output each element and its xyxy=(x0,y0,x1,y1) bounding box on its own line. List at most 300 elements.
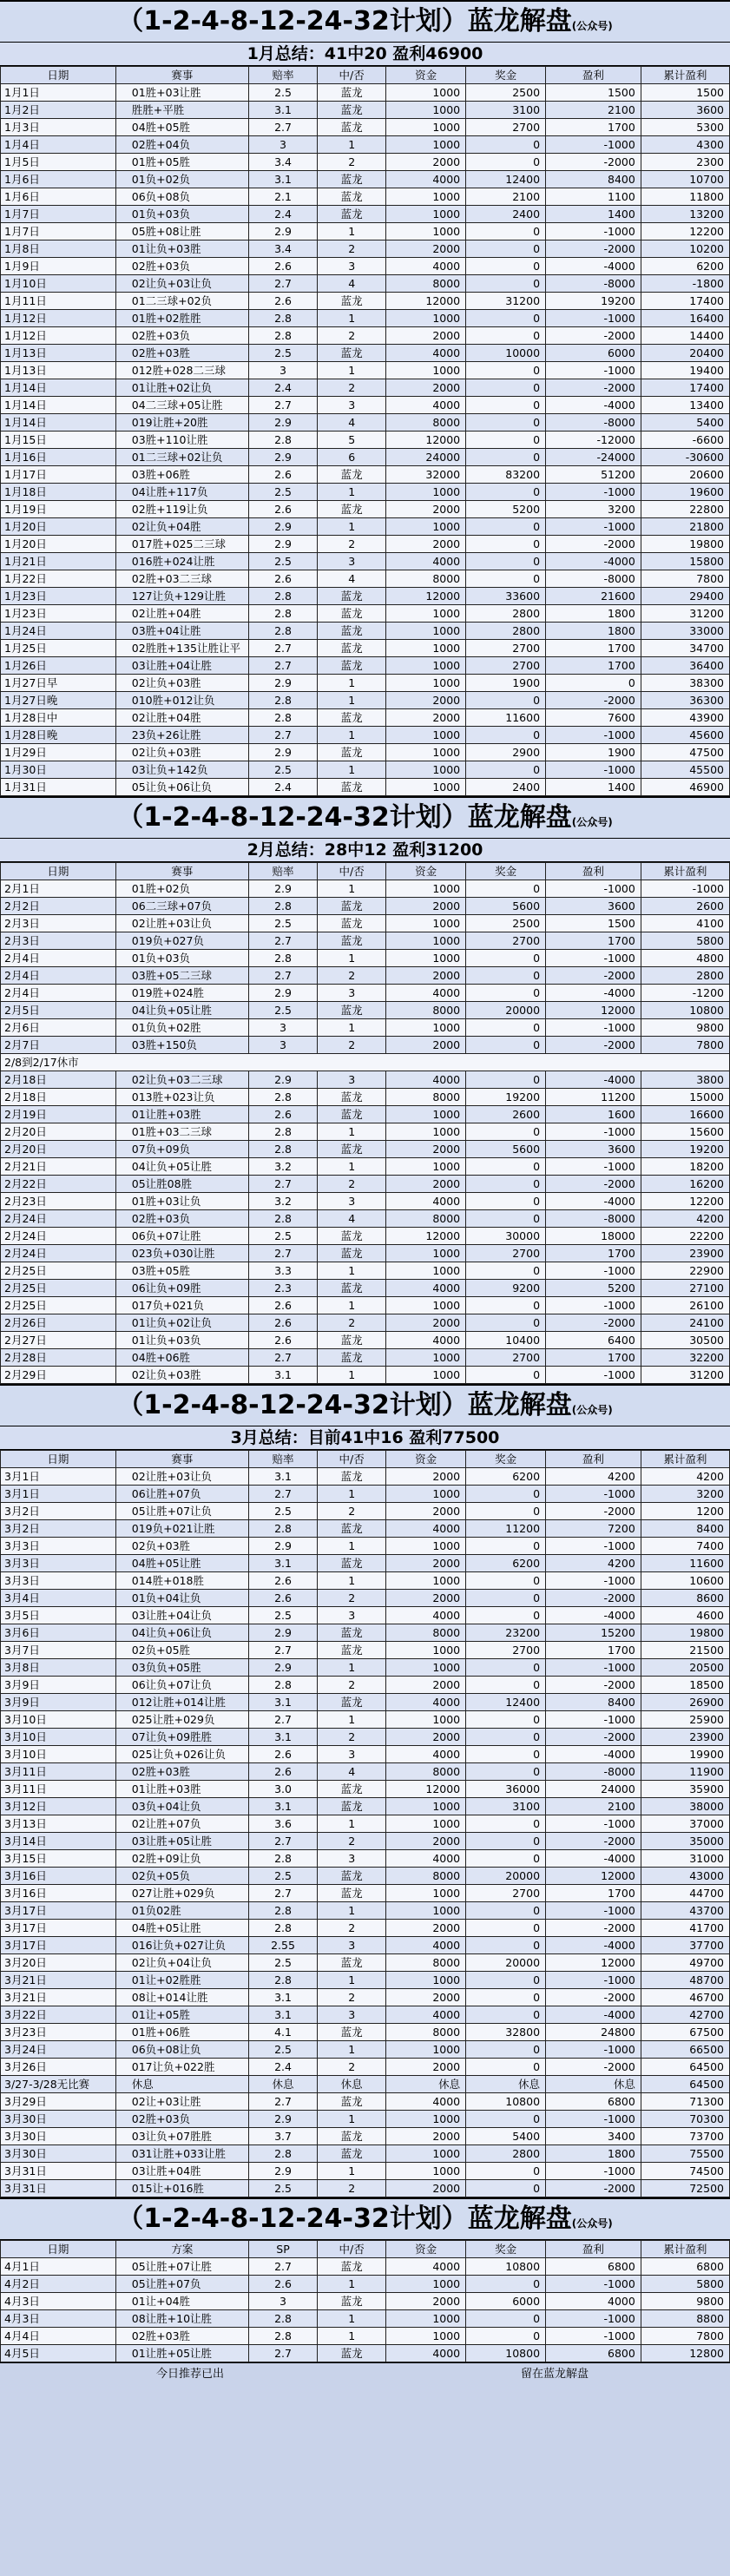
profit-cell: -1000 xyxy=(546,727,641,744)
result-cell: 蓝龙 xyxy=(318,1106,386,1123)
table-row xyxy=(1,1262,730,1280)
prize-cell: 31200 xyxy=(466,293,546,310)
prize-cell: 2500 xyxy=(466,84,546,102)
profit-cell: -2000 xyxy=(546,1314,641,1332)
result-cell: 蓝龙 xyxy=(318,640,386,657)
cumulative-cell: 20500 xyxy=(641,1659,729,1677)
odds-cell: 2.9 xyxy=(248,2111,317,2128)
table-row xyxy=(1,1815,730,1833)
stake-cell: 1000 xyxy=(386,1902,466,1920)
prize-cell: 0 xyxy=(466,1833,546,1850)
column-header: 累计盈利 xyxy=(641,2241,729,2258)
result-cell: 4 xyxy=(318,275,386,293)
date-cell: 3月11日 xyxy=(1,1763,116,1781)
stake-cell: 2000 xyxy=(386,1468,466,1486)
prize-cell: 0 xyxy=(466,1262,546,1280)
game-cell: 04让负+05让胜 xyxy=(115,1158,248,1176)
table-row xyxy=(1,727,730,744)
stake-cell: 2000 xyxy=(386,1503,466,1520)
prize-cell: 10800 xyxy=(466,2345,546,2362)
stake-cell: 1000 xyxy=(386,1486,466,1503)
game-cell: 08让+014让胜 xyxy=(115,1989,248,2006)
date-cell: 3月15日 xyxy=(1,1850,116,1868)
odds-cell: 3 xyxy=(248,1019,317,1037)
result-cell: 4 xyxy=(318,570,386,588)
stake-cell: 4000 xyxy=(386,2093,466,2111)
result-cell: 蓝龙 xyxy=(318,1624,386,1642)
stake-cell: 1000 xyxy=(386,623,466,640)
profit-cell: -1000 xyxy=(546,880,641,898)
prize-cell: 0 xyxy=(466,1902,546,1920)
date-cell: 1月7日 xyxy=(1,223,116,240)
prize-cell: 0 xyxy=(466,1677,546,1694)
game-cell: 015让+016胜 xyxy=(115,2180,248,2197)
table-row xyxy=(1,1694,730,1711)
game-cell: 025让胜+029负 xyxy=(115,1711,248,1729)
cumulative-cell: 75500 xyxy=(641,2145,729,2163)
date-cell: 2月20日 xyxy=(1,1141,116,1158)
result-cell: 2 xyxy=(318,536,386,553)
column-header: 盈利 xyxy=(546,67,641,84)
table-row xyxy=(1,588,730,605)
section-title-text: （1-2-4-8-12-24-32计划）蓝龙解盘 xyxy=(117,802,572,833)
profit-cell: -8000 xyxy=(546,570,641,588)
odds-cell: 2.5 xyxy=(248,1868,317,1885)
profit-cell: -4000 xyxy=(546,1071,641,1089)
result-cell: 蓝龙 xyxy=(318,1228,386,1245)
cumulative-cell: 74500 xyxy=(641,2163,729,2180)
result-cell: 蓝龙 xyxy=(318,1781,386,1798)
prize-cell: 0 xyxy=(466,1711,546,1729)
cumulative-cell: 23900 xyxy=(641,1729,729,1746)
date-cell: 1月2日 xyxy=(1,102,116,119)
result-cell: 1 xyxy=(318,2310,386,2328)
cumulative-cell: 37700 xyxy=(641,1937,729,1954)
cumulative-cell: 71300 xyxy=(641,2093,729,2111)
profit-cell: 2100 xyxy=(546,1798,641,1815)
date-cell: 1月15日 xyxy=(1,432,116,449)
table-row xyxy=(1,188,730,206)
prize-cell: 0 xyxy=(466,1538,546,1555)
odds-cell: 2.7 xyxy=(248,2093,317,2111)
cumulative-cell: 2300 xyxy=(641,154,729,171)
cumulative-cell: 16400 xyxy=(641,310,729,327)
column-header: 中/否 xyxy=(318,1451,386,1468)
cumulative-cell: -1000 xyxy=(641,880,729,898)
odds-cell: 2.8 xyxy=(248,1902,317,1920)
odds-cell: 2.6 xyxy=(248,501,317,518)
section-title xyxy=(0,1384,730,1426)
result-cell: 2 xyxy=(318,2059,386,2076)
prize-cell: 0 xyxy=(466,1850,546,1868)
game-cell: 01胜+03让胜 xyxy=(115,84,248,102)
profit-cell: 6800 xyxy=(546,2345,641,2362)
result-cell: 1 xyxy=(318,1262,386,1280)
table-row xyxy=(1,1123,730,1141)
cumulative-cell: 21800 xyxy=(641,518,729,536)
result-cell: 1 xyxy=(318,1297,386,1314)
cumulative-cell: 12200 xyxy=(641,1193,729,1210)
stake-cell: 4000 xyxy=(386,2345,466,2362)
results-table xyxy=(0,2240,730,2362)
game-cell: 03让胜+04胜 xyxy=(115,2163,248,2180)
table-row xyxy=(1,206,730,223)
date-cell: 3月21日 xyxy=(1,1989,116,2006)
game-cell: 01负+03负 xyxy=(115,950,248,967)
profit-cell: 6400 xyxy=(546,1332,641,1349)
profit-cell: 1400 xyxy=(546,779,641,796)
date-cell: 2月4日 xyxy=(1,950,116,967)
game-cell: 03让负+07胜胜 xyxy=(115,2128,248,2145)
game-cell: 02胜+03胜 xyxy=(115,2328,248,2345)
stake-cell: 2000 xyxy=(386,240,466,258)
profit-cell: 1700 xyxy=(546,1642,641,1659)
odds-cell: 4.1 xyxy=(248,2024,317,2041)
game-cell: 01让胜+02让负 xyxy=(115,379,248,397)
odds-cell: 2.7 xyxy=(248,1642,317,1659)
result-cell: 蓝龙 xyxy=(318,744,386,761)
result-cell: 蓝龙 xyxy=(318,932,386,950)
stake-cell: 1000 xyxy=(386,2163,466,2180)
month-section xyxy=(0,1384,730,2197)
result-cell: 蓝龙 xyxy=(318,1520,386,1538)
stake-cell: 2000 xyxy=(386,501,466,518)
date-cell: 3月8日 xyxy=(1,1659,116,1677)
prize-cell: 0 xyxy=(466,223,546,240)
cumulative-cell: 72500 xyxy=(641,2180,729,2197)
result-cell: 蓝龙 xyxy=(318,2345,386,2362)
date-cell: 4月2日 xyxy=(1,2276,116,2293)
date-cell: 3月2日 xyxy=(1,1503,116,1520)
result-cell: 蓝龙 xyxy=(318,206,386,223)
prize-cell: 3100 xyxy=(466,102,546,119)
table-row xyxy=(1,397,730,414)
table-row xyxy=(1,932,730,950)
stake-cell: 1000 xyxy=(386,2111,466,2128)
profit-cell: -1000 xyxy=(546,1902,641,1920)
table-row xyxy=(1,657,730,675)
profit-cell: 51200 xyxy=(546,466,641,484)
prize-cell: 10800 xyxy=(466,2258,546,2276)
table-row xyxy=(1,1228,730,1245)
game-cell: 03负+04让负 xyxy=(115,1798,248,1815)
stake-cell: 1000 xyxy=(386,1659,466,1677)
prize-cell: 0 xyxy=(466,880,546,898)
odds-cell: 2.7 xyxy=(248,657,317,675)
date-cell: 3月14日 xyxy=(1,1833,116,1850)
odds-cell: 2.5 xyxy=(248,345,317,362)
result-cell: 蓝龙 xyxy=(318,1555,386,1572)
result-cell: 3 xyxy=(318,2006,386,2024)
game-cell: 06让胜+07负 xyxy=(115,1486,248,1503)
prize-cell: 0 xyxy=(466,1763,546,1781)
stake-cell: 1000 xyxy=(386,102,466,119)
odds-cell: 2.7 xyxy=(248,119,317,136)
odds-cell: 2.6 xyxy=(248,570,317,588)
result-cell: 1 xyxy=(318,1972,386,1989)
result-cell: 3 xyxy=(318,258,386,275)
table-row xyxy=(1,1746,730,1763)
prize-cell: 20000 xyxy=(466,1954,546,1972)
profit-cell: 1700 xyxy=(546,1245,641,1262)
stake-cell: 2000 xyxy=(386,154,466,171)
prize-cell: 2700 xyxy=(466,1349,546,1367)
game-cell: 05让胜+07让胜 xyxy=(115,2258,248,2276)
profit-cell: -1000 xyxy=(546,310,641,327)
stake-cell: 2000 xyxy=(386,1176,466,1193)
result-cell: 2 xyxy=(318,1989,386,2006)
table-row xyxy=(1,1989,730,2006)
prize-cell: 0 xyxy=(466,967,546,985)
profit-cell: 3200 xyxy=(546,501,641,518)
prize-cell: 0 xyxy=(466,1176,546,1193)
odds-cell: 2.9 xyxy=(248,223,317,240)
table-row xyxy=(1,553,730,570)
table-row xyxy=(1,2276,730,2293)
odds-cell: 2.6 xyxy=(248,1314,317,1332)
prize-cell: 5600 xyxy=(466,898,546,915)
result-cell: 2 xyxy=(318,1920,386,1937)
table-row xyxy=(1,1781,730,1798)
cumulative-cell: 22900 xyxy=(641,1262,729,1280)
prize-cell: 2500 xyxy=(466,915,546,932)
odds-cell: 2.8 xyxy=(248,1141,317,1158)
prize-cell: 0 xyxy=(466,1746,546,1763)
odds-cell: 3.1 xyxy=(248,171,317,188)
cumulative-cell: -6600 xyxy=(641,432,729,449)
date-cell: 3月7日 xyxy=(1,1642,116,1659)
prize-cell: 10400 xyxy=(466,1332,546,1349)
stake-cell: 4000 xyxy=(386,985,466,1002)
table-row xyxy=(1,1868,730,1885)
cumulative-cell: 34700 xyxy=(641,640,729,657)
table-row xyxy=(1,136,730,154)
odds-cell: 2.7 xyxy=(248,967,317,985)
month-section xyxy=(0,2197,730,2362)
table-row xyxy=(1,640,730,657)
profit-cell: -1000 xyxy=(546,1019,641,1037)
profit-cell: 8400 xyxy=(546,171,641,188)
cumulative-cell: 5800 xyxy=(641,2276,729,2293)
column-header: 资金 xyxy=(386,67,466,84)
result-cell: 1 xyxy=(318,1902,386,1920)
profit-cell: -4000 xyxy=(546,985,641,1002)
stake-cell: 2000 xyxy=(386,1833,466,1850)
result-cell: 2 xyxy=(318,327,386,345)
profit-cell: -1000 xyxy=(546,484,641,501)
date-cell: 3月26日 xyxy=(1,2059,116,2076)
prize-cell: 0 xyxy=(466,570,546,588)
game-cell: 01负负+02胜 xyxy=(115,1019,248,1037)
result-cell: 蓝龙 xyxy=(318,102,386,119)
result-cell: 1 xyxy=(318,2276,386,2293)
game-cell: 025让负+026让负 xyxy=(115,1746,248,1763)
stake-cell: 8000 xyxy=(386,1868,466,1885)
cumulative-cell: 26900 xyxy=(641,1694,729,1711)
result-cell: 蓝龙 xyxy=(318,2145,386,2163)
profit-cell: -8000 xyxy=(546,275,641,293)
prize-cell: 20000 xyxy=(466,1868,546,1885)
game-cell: 04二三球+05让胜 xyxy=(115,397,248,414)
game-cell: 02让+03让胜 xyxy=(115,2093,248,2111)
cumulative-cell: 29400 xyxy=(641,588,729,605)
date-cell: 1月11日 xyxy=(1,293,116,310)
prize-cell: 0 xyxy=(466,1019,546,1037)
profit-cell: -2000 xyxy=(546,1590,641,1607)
odds-cell: 休息 xyxy=(248,2076,317,2093)
table-row xyxy=(1,2093,730,2111)
profit-cell: 1700 xyxy=(546,1349,641,1367)
prize-cell: 0 xyxy=(466,518,546,536)
game-cell: 02让胜+03让负 xyxy=(115,915,248,932)
game-cell: 02胜+03负 xyxy=(115,2111,248,2128)
game-cell: 016让负+027让负 xyxy=(115,1937,248,1954)
game-cell: 01胜+02胜胜 xyxy=(115,310,248,327)
section-title-note: (公众号) xyxy=(571,2217,613,2230)
profit-cell: -1000 xyxy=(546,2276,641,2293)
cumulative-cell: 17400 xyxy=(641,379,729,397)
profit-cell: 1500 xyxy=(546,915,641,932)
section-title-text: （1-2-4-8-12-24-32计划）蓝龙解盘 xyxy=(117,2204,572,2234)
table-row xyxy=(1,1590,730,1607)
stake-cell: 32000 xyxy=(386,466,466,484)
date-cell: 1月9日 xyxy=(1,258,116,275)
prize-cell: 0 xyxy=(466,1607,546,1624)
table-row xyxy=(1,362,730,379)
cumulative-cell: 45600 xyxy=(641,727,729,744)
prize-cell: 0 xyxy=(466,2059,546,2076)
stake-cell: 1000 xyxy=(386,779,466,796)
profit-cell: -2000 xyxy=(546,1677,641,1694)
table-row xyxy=(1,1937,730,1954)
table-row xyxy=(1,1763,730,1781)
date-cell: 1月31日 xyxy=(1,779,116,796)
stake-cell: 1000 xyxy=(386,2041,466,2059)
result-cell: 蓝龙 xyxy=(318,709,386,727)
game-cell: 02胜+04负 xyxy=(115,136,248,154)
table-row xyxy=(1,1106,730,1123)
odds-cell: 2.6 xyxy=(248,1763,317,1781)
profit-cell: 4200 xyxy=(546,1555,641,1572)
odds-cell: 2.8 xyxy=(248,898,317,915)
prize-cell: 0 xyxy=(466,258,546,275)
prize-cell: 36000 xyxy=(466,1781,546,1798)
odds-cell: 3 xyxy=(248,1037,317,1054)
game-cell: 01二三球+02让负 xyxy=(115,449,248,466)
table-row xyxy=(1,293,730,310)
cumulative-cell: 22800 xyxy=(641,501,729,518)
profit-cell: -12000 xyxy=(546,432,641,449)
prize-cell: 20000 xyxy=(466,1002,546,1019)
prize-cell: 0 xyxy=(466,692,546,709)
date-cell: 3月1日 xyxy=(1,1468,116,1486)
stake-cell: 1000 xyxy=(386,1572,466,1590)
prize-cell: 0 xyxy=(466,154,546,171)
game-cell: 02负+05胜 xyxy=(115,1642,248,1659)
profit-cell: -4000 xyxy=(546,1746,641,1763)
profit-cell: -1000 xyxy=(546,1572,641,1590)
table-row xyxy=(1,1538,730,1555)
odds-cell: 3.1 xyxy=(248,1468,317,1486)
date-cell: 3月6日 xyxy=(1,1624,116,1642)
game-cell: 02胜+119让负 xyxy=(115,501,248,518)
result-cell: 1 xyxy=(318,727,386,744)
cumulative-cell: 12200 xyxy=(641,223,729,240)
cumulative-cell: 49700 xyxy=(641,1954,729,1972)
cumulative-cell: 6800 xyxy=(641,2258,729,2276)
profit-cell: 1700 xyxy=(546,640,641,657)
profit-cell: 6800 xyxy=(546,2258,641,2276)
result-cell: 蓝龙 xyxy=(318,501,386,518)
profit-cell: -1000 xyxy=(546,761,641,779)
result-cell: 3 xyxy=(318,1607,386,1624)
table-row xyxy=(1,154,730,171)
table-row xyxy=(1,692,730,709)
profit-cell: -1000 xyxy=(546,2163,641,2180)
odds-cell: 2.6 xyxy=(248,1332,317,1349)
result-cell: 2 xyxy=(318,1677,386,1694)
date-cell: 2月19日 xyxy=(1,1106,116,1123)
profit-cell: 7200 xyxy=(546,1520,641,1538)
stake-cell: 2000 xyxy=(386,1729,466,1746)
cumulative-cell: 11800 xyxy=(641,188,729,206)
profit-cell: -1000 xyxy=(546,1262,641,1280)
profit-cell: 1800 xyxy=(546,2145,641,2163)
cumulative-cell: 10800 xyxy=(641,1002,729,1019)
date-cell: 3月10日 xyxy=(1,1729,116,1746)
prize-cell: 0 xyxy=(466,1937,546,1954)
date-cell: 4月5日 xyxy=(1,2345,116,2362)
result-cell: 蓝龙 xyxy=(318,1089,386,1106)
prize-cell: 0 xyxy=(466,553,546,570)
table-row xyxy=(1,1002,730,1019)
date-cell: 1月28日中 xyxy=(1,709,116,727)
stake-cell: 4000 xyxy=(386,258,466,275)
cumulative-cell: -1800 xyxy=(641,275,729,293)
cumulative-cell: 3600 xyxy=(641,102,729,119)
prize-cell: 6200 xyxy=(466,1468,546,1486)
odds-cell: 2.8 xyxy=(248,1677,317,1694)
game-cell: 03胜+150负 xyxy=(115,1037,248,1054)
stake-cell: 4000 xyxy=(386,1280,466,1297)
stake-cell: 1000 xyxy=(386,1711,466,1729)
odds-cell: 2.7 xyxy=(248,397,317,414)
prize-cell: 0 xyxy=(466,1920,546,1937)
stake-cell: 4000 xyxy=(386,1694,466,1711)
game-cell: 01二三球+02负 xyxy=(115,293,248,310)
odds-cell: 2.7 xyxy=(248,640,317,657)
profit-cell: 18000 xyxy=(546,1228,641,1245)
profit-cell: -2000 xyxy=(546,2059,641,2076)
date-cell: 2月2日 xyxy=(1,898,116,915)
cumulative-cell: 38300 xyxy=(641,675,729,692)
game-cell: 06负+08负 xyxy=(115,188,248,206)
game-cell: 05胜+08让胜 xyxy=(115,223,248,240)
game-cell: 017胜+025二三球 xyxy=(115,536,248,553)
stake-cell: 2000 xyxy=(386,692,466,709)
odds-cell: 2.5 xyxy=(248,1228,317,1245)
stake-cell: 4000 xyxy=(386,2006,466,2024)
date-cell: 3月4日 xyxy=(1,1590,116,1607)
profit-cell: -24000 xyxy=(546,449,641,466)
odds-cell: 2.5 xyxy=(248,2041,317,2059)
stake-cell: 4000 xyxy=(386,553,466,570)
result-cell: 6 xyxy=(318,449,386,466)
cumulative-cell: 4200 xyxy=(641,1468,729,1486)
stake-cell: 1000 xyxy=(386,1158,466,1176)
odds-cell: 3.0 xyxy=(248,1781,317,1798)
table-row xyxy=(1,2145,730,2163)
